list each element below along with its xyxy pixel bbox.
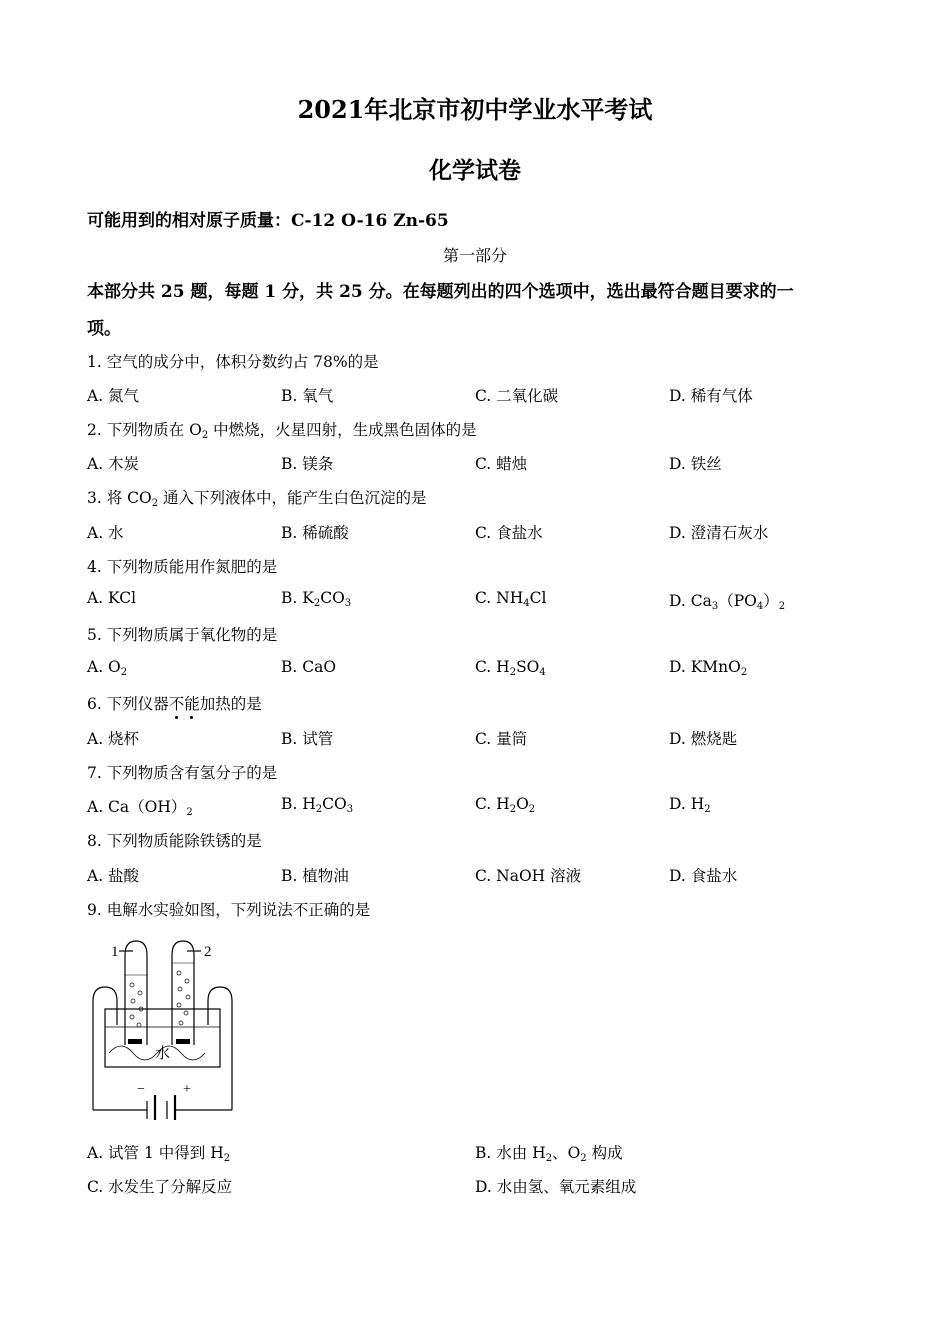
- question-2-stem: 2. 下列物质在 $O_2$ 中燃烧，火星四射，生成黑色固体的是: [87, 421, 477, 441]
- emphasis-dot-char: 不: [168, 695, 185, 713]
- q5-option-a: A. $O_2$: [87, 658, 128, 678]
- q3-option-d: D. 澄清石灰水: [669, 524, 769, 542]
- q2-option-a: A. 木炭: [87, 455, 140, 473]
- exam-subtitle: 化学试卷: [429, 157, 521, 184]
- q7-option-c: C. $H_2O_2$: [475, 795, 536, 815]
- q9-option-b: B. 水由 $H_2$、$O_2$ 构成: [475, 1144, 623, 1164]
- q6-option-c: C. 量筒: [475, 730, 528, 748]
- q3-option-b: B. 稀硫酸: [281, 524, 349, 542]
- q3-option-a: A. 水: [87, 524, 124, 542]
- q1-option-a: A. 氮气: [87, 387, 140, 405]
- test-tube-1: [125, 941, 147, 1045]
- q7-option-b: B. $H_2CO_3$: [281, 795, 354, 815]
- part-instruction-line1: 本部分共 25 题，每题 1 分，共 25 分。在每题列出的四个选项中，选出最符合题目要求的一: [87, 282, 794, 302]
- q7-option-a: A. $Ca(OH)_2$: [87, 798, 193, 818]
- q9-option-c: C. 水发生了分解反应: [87, 1178, 233, 1196]
- exam-title: 2021年北京市初中学业水平考试: [297, 95, 653, 124]
- q4-option-b: B. $K_2CO_3$: [281, 589, 352, 609]
- q9-option-a: A. 试管 1 中得到 $H_2$: [87, 1144, 231, 1164]
- q1-option-b: B. 氧气: [281, 387, 334, 405]
- figure-label-minus: −: [137, 1082, 145, 1097]
- question-1-stem: 1. 空气的成分中，体积分数约占 78%的是: [87, 353, 379, 371]
- q4-option-a: A. KCl: [87, 589, 137, 607]
- part-instruction-line2: 项。: [87, 319, 121, 339]
- q2-option-c: C. 蜡烛: [475, 455, 528, 473]
- q4-option-d: D. $Ca_3(PO_4)_2$: [669, 592, 786, 612]
- q5-option-d: D. KMnO$_2$: [669, 658, 748, 678]
- test-tube-2: [172, 941, 194, 1045]
- q5-option-b: B. CaO: [281, 658, 337, 676]
- q3-option-c: C. 食盐水: [475, 524, 543, 542]
- q8-option-b: B. 植物油: [281, 867, 349, 885]
- figure-label-plus: +: [183, 1082, 191, 1097]
- q2-option-d: D. 铁丝: [669, 455, 722, 473]
- figure-label-1: 1: [111, 944, 119, 960]
- atomic-masses: 可能用到的相对原子质量：C-12 O-16 Zn-65: [87, 211, 449, 231]
- q8-option-d: D. 食盐水: [669, 867, 738, 885]
- q6-option-b: B. 试管: [281, 730, 334, 748]
- gas-bubbles: [130, 971, 190, 1027]
- part-heading: 第一部分: [442, 246, 507, 265]
- question-6-stem: 6. 下列仪器不能加热的是: [87, 695, 262, 713]
- figure-label-water: 水: [155, 1046, 171, 1062]
- electrode-2: [176, 1039, 190, 1044]
- q8-option-a: A. 盐酸: [87, 867, 140, 885]
- emphasis-dot-char: 能: [184, 695, 200, 713]
- q9-option-d: D. 水由氢、氧元素组成: [475, 1178, 637, 1196]
- q6-option-d: D. 燃烧匙: [669, 730, 738, 748]
- question-3-stem: 3. 将 $CO_2$ 通入下列液体中，能产生白色沉淀的是: [87, 489, 427, 509]
- question-5-stem: 5. 下列物质属于氧化物的是: [87, 626, 278, 644]
- q1-option-d: D. 稀有气体: [669, 387, 753, 405]
- question-8-stem: 8. 下列物质能除铁锈的是: [87, 832, 262, 850]
- q8-option-c: C. NaOH 溶液: [475, 867, 582, 885]
- q7-option-d: D. $H_2$: [669, 795, 711, 815]
- question-9-stem: 9. 电解水实验如图，下列说法不正确的是: [87, 901, 371, 919]
- q2-option-b: B. 镁条: [281, 455, 334, 473]
- q6-option-a: A. 烧杯: [87, 730, 140, 748]
- q1-option-c: C. 二氧化碳: [475, 387, 559, 405]
- electrode-1: [128, 1039, 142, 1044]
- question-4-stem: 4. 下列物质能用作氮肥的是: [87, 558, 278, 576]
- q5-option-c: C. $H_2SO_4$: [475, 658, 546, 678]
- electrolysis-diagram: [85, 935, 240, 1120]
- q4-option-c: C. $NH_4Cl$: [475, 589, 547, 609]
- question-7-stem: 7. 下列物质含有氢分子的是: [87, 764, 278, 782]
- figure-label-2: 2: [204, 944, 212, 960]
